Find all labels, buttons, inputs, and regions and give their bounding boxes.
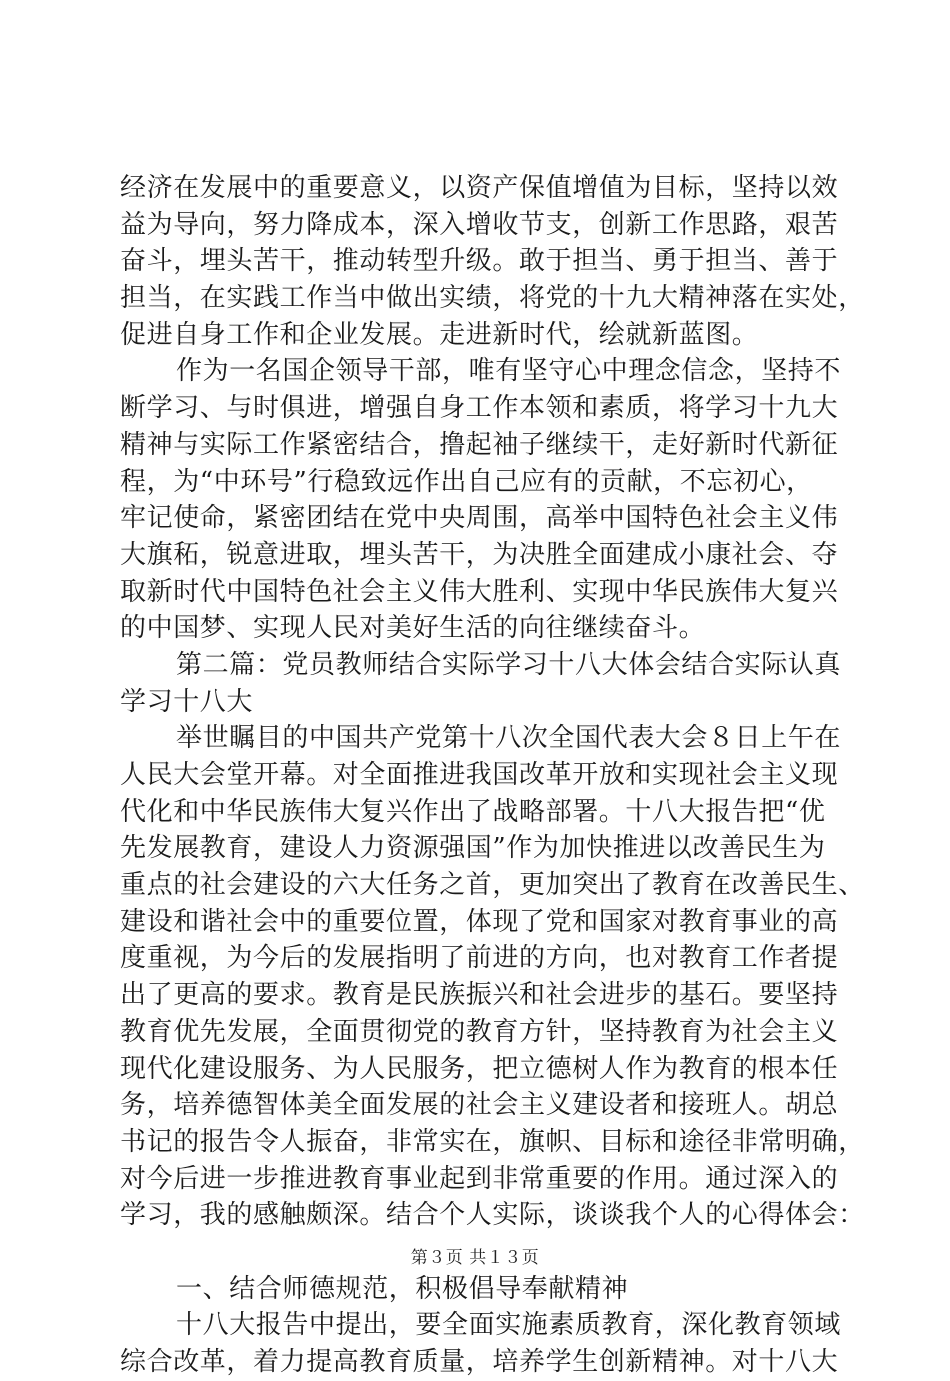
body-line: 大旗䄷，锐意进取，埋头苦干，为决胜全面建成小康社会、夺: [120, 539, 839, 570]
body-line: 出了更高的要求。教育是民族振兴和社会进步的基石。要坚持: [120, 980, 839, 1011]
body-line: 建设和谐社会中的重要位置，体现了党和国家对教育事业的高: [120, 906, 839, 937]
subsection-heading: 一、结合师德规范，积极倡导奉献精神: [176, 1273, 629, 1304]
body-line: 人民大会堂开幕。对全面推进我国改革开放和实现社会主义现: [120, 760, 839, 790]
body-line: 教育优先发展，全面贯彻党的教育方针，坚持教育为社会主义: [120, 1016, 839, 1047]
body-line: 代化和中华民族伟大复兴作出了战略部署。十八大报告把“优: [120, 796, 826, 827]
document-body: [120, 170, 865, 1381]
paragraph-first-line: 作为一名国企领导干部，唯有坚守心中理念信念，坚持不: [176, 356, 842, 387]
body-line: 经济在发展中的重要意义，以资产保值增值为目标，坚持以效: [120, 173, 839, 203]
body-line: 先发展教育，建设人力资源强国”作为加快推进以改善民生为: [120, 833, 826, 864]
page-number: 第３页 共１３页: [410, 1248, 540, 1268]
body-line: 重点的社会建设的六大任务之首，更加突出了教育在改善民生、: [120, 870, 865, 901]
body-line: 度重视，为今后的发展指明了前进的方向，也对教育工作者提: [120, 943, 839, 974]
body-line: 益为导向，努力降成本，深入增收节支，创新工作思路，艰苦: [120, 209, 839, 240]
body-line: 对今后进一步推进教育事业起到非常重要的作用。通过深入的: [120, 1163, 839, 1194]
body-line: 的中国梦、实现人民对美好生活的向往继续奋斗。: [120, 613, 706, 644]
body-line: 学习，我的感触颇深。结合个人实际，谈谈我个人的心得体会：: [120, 1200, 865, 1231]
body-line: 书记的报告令人振奋，非常实在，旗帜、目标和途径非常明确，: [120, 1126, 865, 1157]
body-line: 现代化建设服务、为人民服务，把立德树人作为教育的根本任: [120, 1053, 839, 1084]
section-heading-continued: 学习十八大: [120, 686, 254, 717]
body-line: 奋斗，埋头苦干，推动转型升级。敢于担当、勇于担当、善于: [120, 246, 839, 277]
body-line: 务，培养德智体美全面发展的社会主义建设者和接班人。胡总: [120, 1090, 839, 1121]
body-line: 促进自身工作和企业发展。走进新时代，绘就新蓝图。: [120, 319, 759, 350]
body-line: 取新时代中国特色社会主义伟大胜利、实现中华民族伟大复兴: [120, 576, 839, 607]
body-line: 断学习、与时俱进，增强自身工作本领和素质，将学习十九大: [120, 393, 839, 424]
body-line: 程，为“中环号”行稳致远作出自己应有的贡献，不忘初心，: [120, 466, 813, 497]
paragraph-first-line: 十八大报告中提出，要全面实施素质教育，深化教育领域: [176, 1310, 842, 1341]
paragraph-first-line: 举世瞩目的中国共产党第十八次全国代表大会８日上午在: [176, 723, 842, 754]
body-line: 牢记使命，紧密团结在党中央周围，高举中国特色社会主义伟: [120, 503, 839, 534]
section-heading: 第二篇：党员教师结合实际学习十八大体会结合实际认真: [176, 649, 842, 680]
body-line: 精神与实际工作紧密结合，撸起袖子继续干，走好新时代新征: [120, 429, 839, 460]
body-line: 担当，在实践工作当中做出实绩，将党的十九大精神落在实处，: [120, 283, 865, 314]
body-line: 综合改革，着力提高教育质量，培养学生创新精神。对十八大: [120, 1347, 839, 1377]
